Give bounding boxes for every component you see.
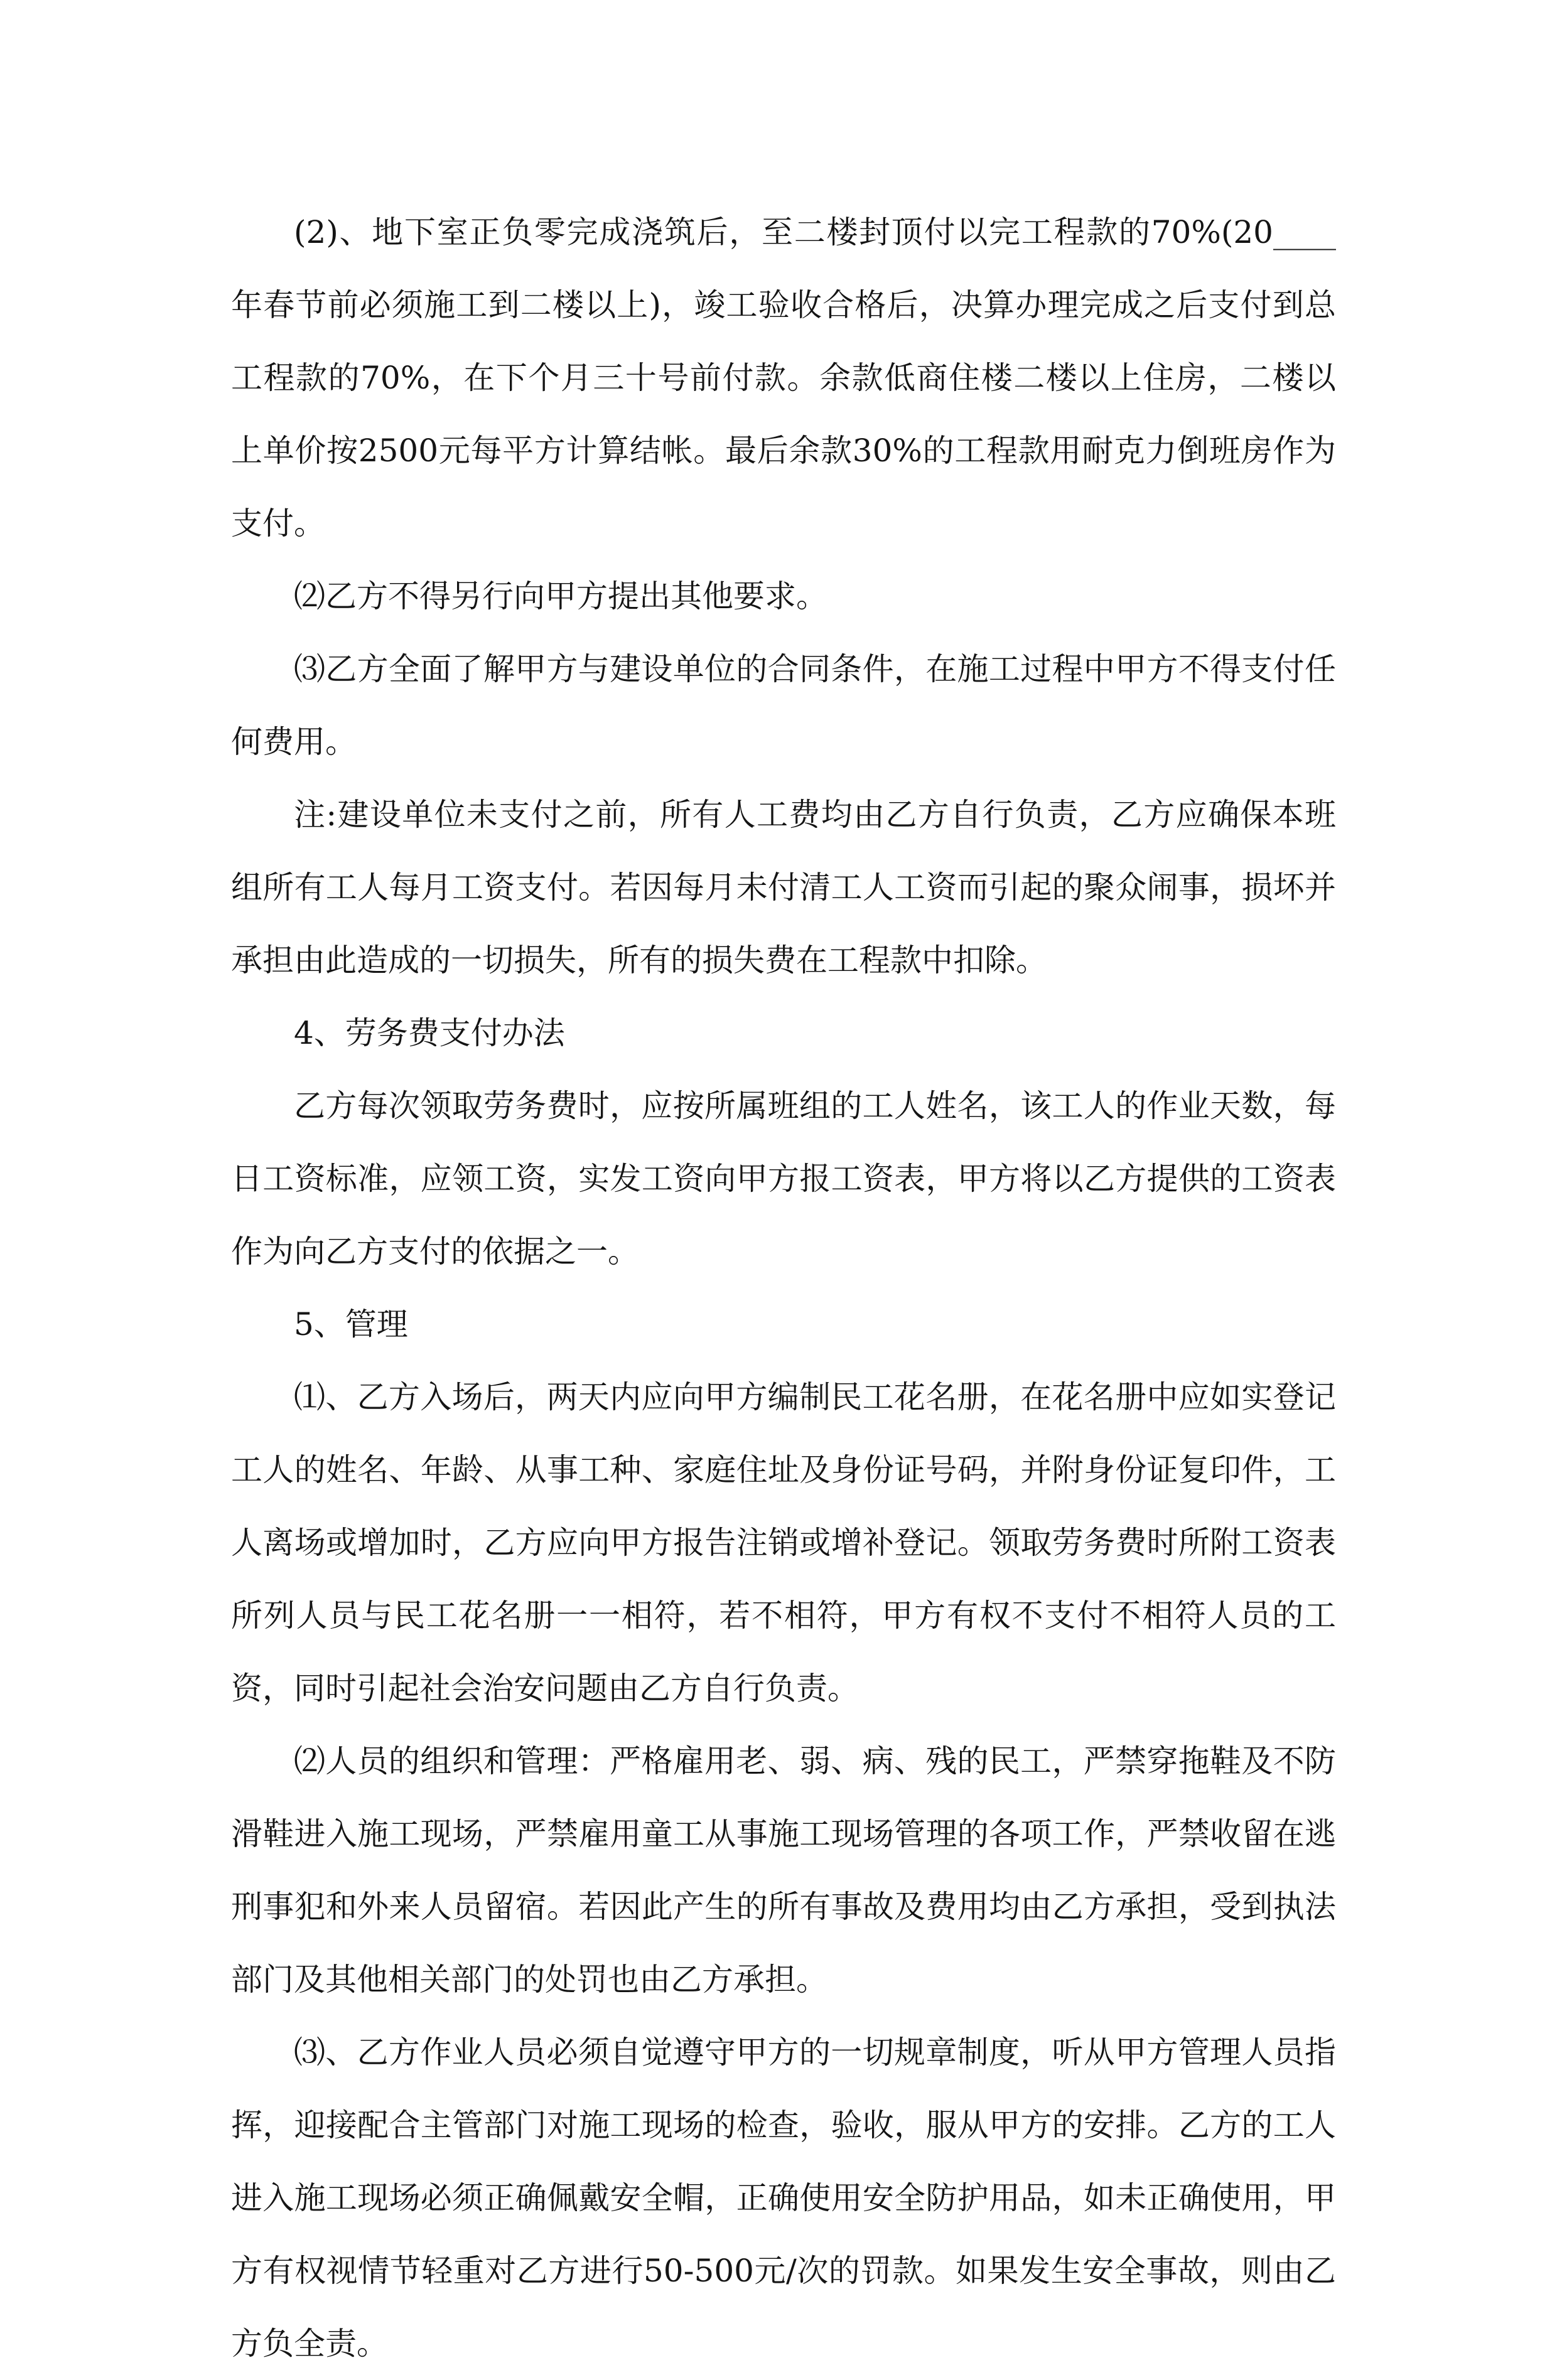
paragraph-no-other-demands: ⑵乙方不得另行向甲方提出其他要求。 <box>294 578 827 614</box>
section-heading-labor-payment: 4、劳务费支付办法 <box>294 1015 565 1051</box>
section-heading-management: 5、管理 <box>294 1306 408 1343</box>
paragraph-worker-roster: ⑴、乙方入场后，两天内应向甲方编制民工花名册，在花名册中应如实登记工人的姓名、年龄、从事工种、家庭住址及身份证号码，并附身份证复印件，工人离场或增加时，乙方应向甲方报告注销或增补登记。领取劳务费时所附工资表所列人员与民工花名册一一相符，若不相符，甲方有权不支付不相符人员的工资，同时引起社会治安问题由乙方自行负责。 <box>231 1379 1336 1707</box>
paragraph-note-labor-costs: 注:建设单位未支付之前，所有人工费均由乙方自行负责，乙方应确保本班组所有工人每月工资支付。若因每月未付清工人工资而引起的聚众闹事，损坏并承担由此造成的一切损失，所有的损失费在工程款中扣除。 <box>231 796 1336 978</box>
paragraph-labor-payment-method: 乙方每次领取劳务费时，应按所属班组的工人姓名，该工人的作业天数，每日工资标准，应领工资，实发工资向甲方报工资表，甲方将以乙方提供的工资表作为向乙方支付的依据之一。 <box>231 1088 1336 1270</box>
paragraph-safety-rules: ⑶、乙方作业人员必须自觉遵守甲方的一切规章制度，听从甲方管理人员指挥，迎接配合主管部门对施工现场的检查，验收，服从甲方的安排。乙方的工人进入施工现场必须正确佩戴安全帽，正确使用安全防护用品，如未正确使用，甲方有权视情节轻重对乙方进行50-500元/次的罚款。如果发生安全事故，则由乙方负全责。 <box>231 2034 1336 2362</box>
paragraph-payment-stage-2: (2)、地下室正负零完成浇筑后，至二楼封顶付以完工程款的70%(20____年春节前必须施工到二楼以上)，竣工验收合格后，决算办理完成之后支付到总工程款的70%，在下个月三十号前付款。余款低商住楼二楼以上住房，二楼以上单价按2500元每平方计算结帐。最后余款30%的工程款用耐克力倒班房作为支付。 <box>231 214 1336 542</box>
document-body <box>231 196 1336 2380</box>
paragraph-personnel-management: ⑵人员的组织和管理：严格雇用老、弱、病、残的民工，严禁穿拖鞋及不防滑鞋进入施工现场，严禁雇用童工从事施工现场管理的各项工作，严禁收留在逃刑事犯和外来人员留宿。若因此产生的所有事故及费用均由乙方承担，受到执法部门及其他相关部门的处罚也由乙方承担。 <box>231 1743 1336 1998</box>
paragraph-contract-conditions: ⑶乙方全面了解甲方与建设单位的合同条件，在施工过程中甲方不得支付任何费用。 <box>231 651 1336 760</box>
